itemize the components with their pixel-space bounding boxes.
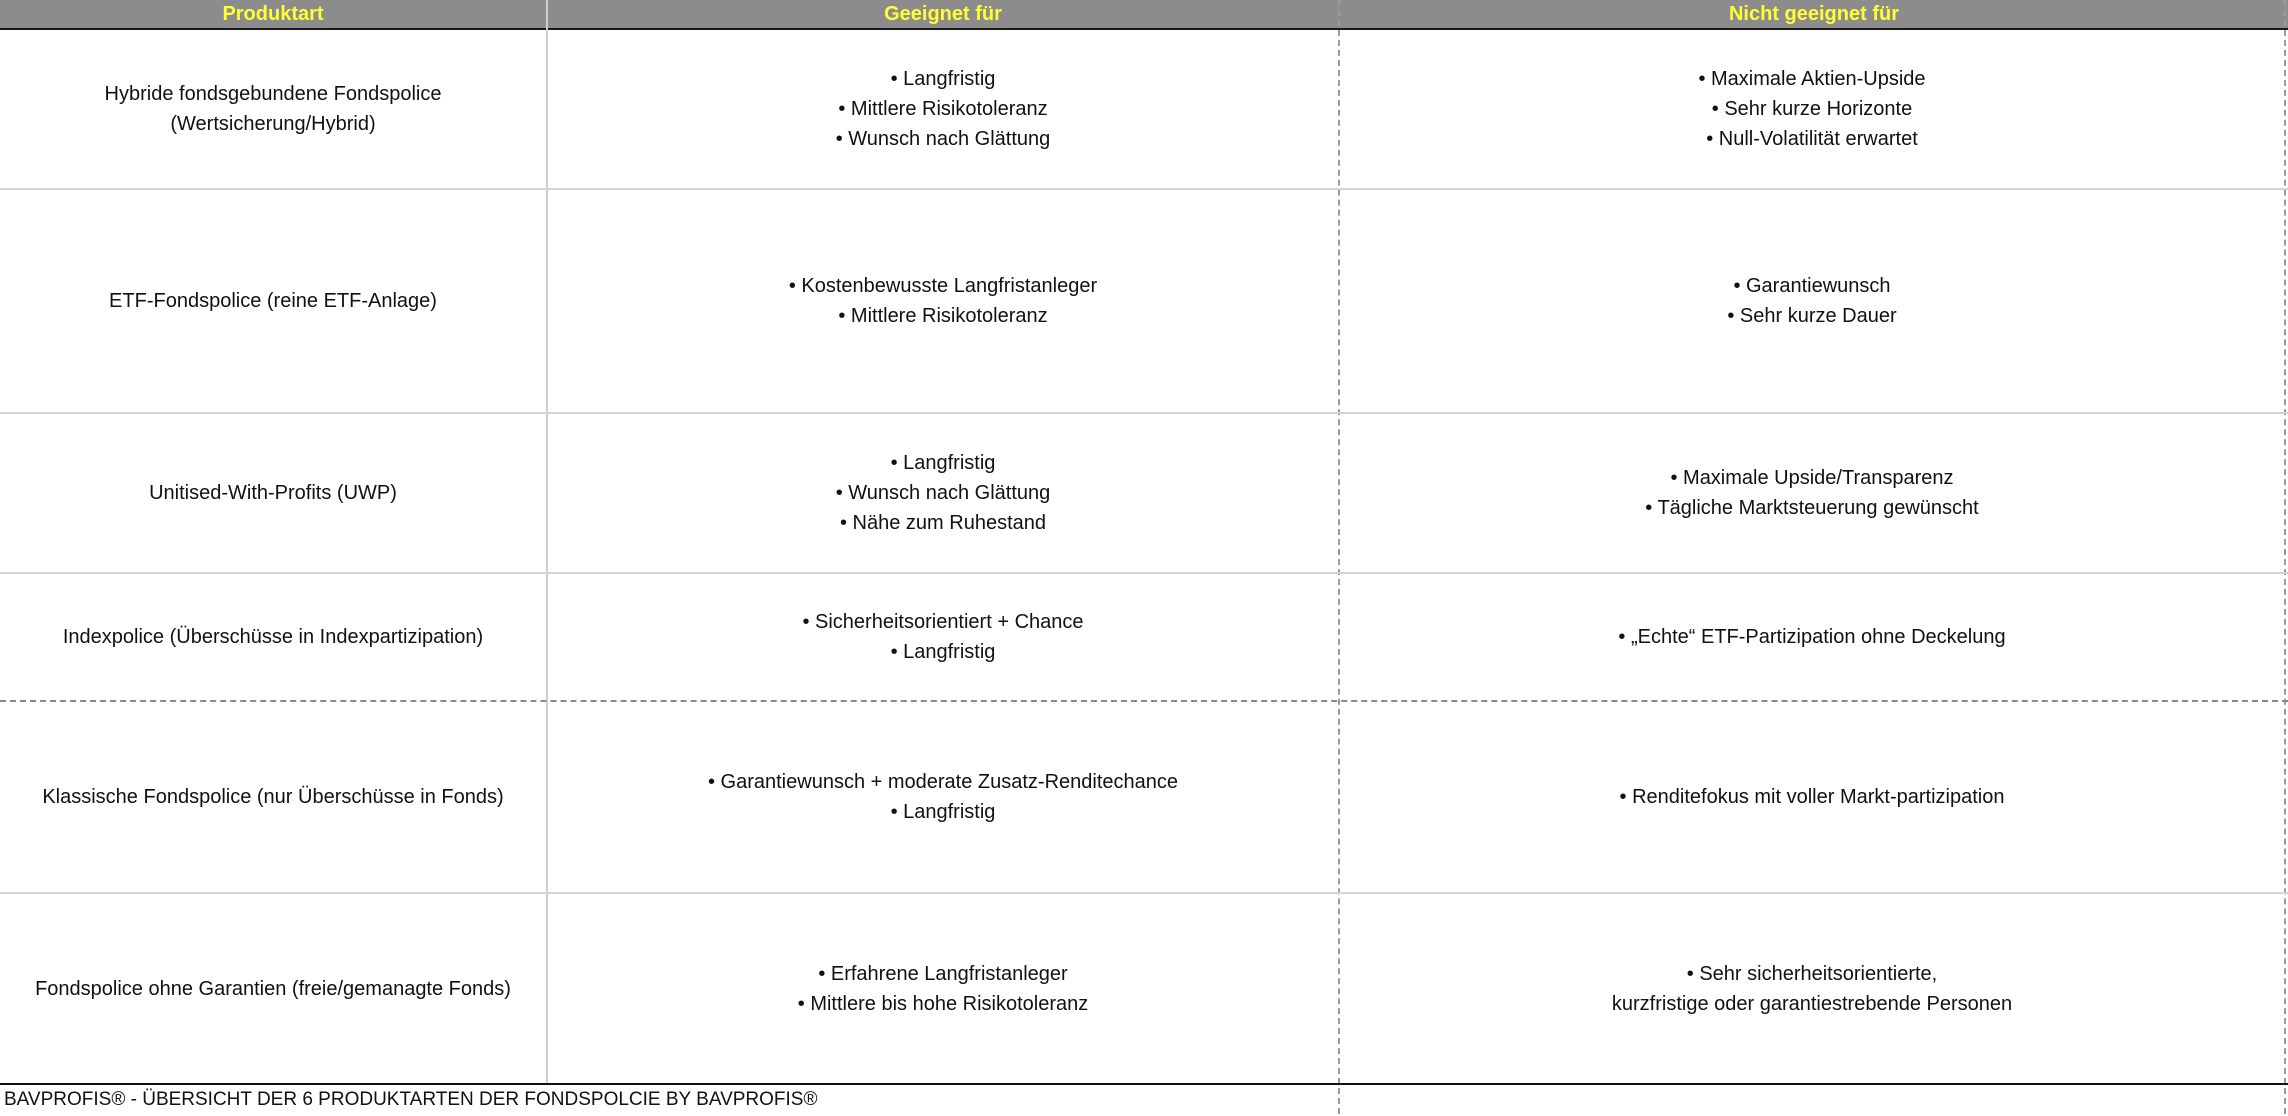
header-nicht-geeignet[interactable]: Nicht geeignet für (1728, 3, 1899, 25)
table-row[interactable] (0, 574, 2288, 700)
unsuitable-cell[interactable]: • „Echte“ ETF-Partizipation ohne Deckelung (1618, 626, 2006, 648)
suitable-cell[interactable]: • Sicherheitsorientiert + Chance • Langfristig (802, 611, 1084, 663)
product-cell[interactable]: Hybride fondsgebundene Fondspolice (Wertsicherung/Hybrid) (104, 83, 442, 135)
suitable-cell[interactable]: • Langfristig • Wunsch nach Glättung • Nähe zum Ruhestand (835, 452, 1051, 534)
table-row[interactable] (0, 894, 2288, 1083)
unsuitable-cell[interactable]: • Renditefokus mit voller Markt-partizipation (1619, 786, 2005, 808)
suitable-cell[interactable]: • Kostenbewusste Langfristanleger • Mittlere Risikotoleranz (788, 275, 1098, 327)
table-row[interactable] (0, 702, 2288, 892)
suitable-cell[interactable]: • Garantiewunsch + moderate Zusatz-Renditechance • Langfristig (707, 771, 1179, 823)
footer-row (0, 1083, 2288, 1116)
header-row (0, 0, 2288, 30)
suitable-cell[interactable]: • Langfristig • Mittlere Risikotoleranz • Wunsch nach Glättung (835, 68, 1051, 150)
product-cell[interactable]: Indexpolice (Überschüsse in Indexpartizipation) (62, 626, 484, 648)
product-cell[interactable]: Klassische Fondspolice (nur Überschüsse in Fonds) (42, 786, 504, 808)
unsuitable-cell[interactable]: • Garantiewunsch • Sehr kurze Dauer (1727, 275, 1897, 327)
product-cell[interactable]: ETF-Fondspolice (reine ETF-Anlage) (109, 290, 437, 312)
unsuitable-cell[interactable]: • Sehr sicherheitsorientierte, kurzfristige oder garantiestrebende Personen (1611, 962, 2013, 1015)
header-produktart[interactable]: Produktart (222, 3, 324, 25)
product-cell[interactable]: Unitised-With-Profits (UWP) (149, 482, 397, 504)
suitable-cell[interactable]: • Erfahrene Langfristanleger • Mittlere bis hohe Risikotoleranz (797, 962, 1089, 1015)
footer-caption[interactable]: BAVPROFIS® - ÜBERSICHT DER 6 PRODUKTARTEN DER FONDSPOLCIE BY BAVPROFIS® (4, 1089, 818, 1110)
product-cell[interactable]: Fondspolice ohne Garantien (freie/gemanagte Fonds) (35, 977, 511, 1000)
header-geeignet[interactable]: Geeignet für (884, 3, 1002, 25)
table-row[interactable] (0, 414, 2288, 572)
unsuitable-cell[interactable]: • Maximale Aktien-Upside • Sehr kurze Horizonte • Null-Volatilität erwartet (1698, 68, 1926, 150)
table-row[interactable] (0, 190, 2288, 412)
table-row[interactable] (0, 30, 2288, 188)
unsuitable-cell[interactable]: • Maximale Upside/Transparenz • Tägliche Marktsteuerung gewünscht (1645, 467, 1979, 519)
